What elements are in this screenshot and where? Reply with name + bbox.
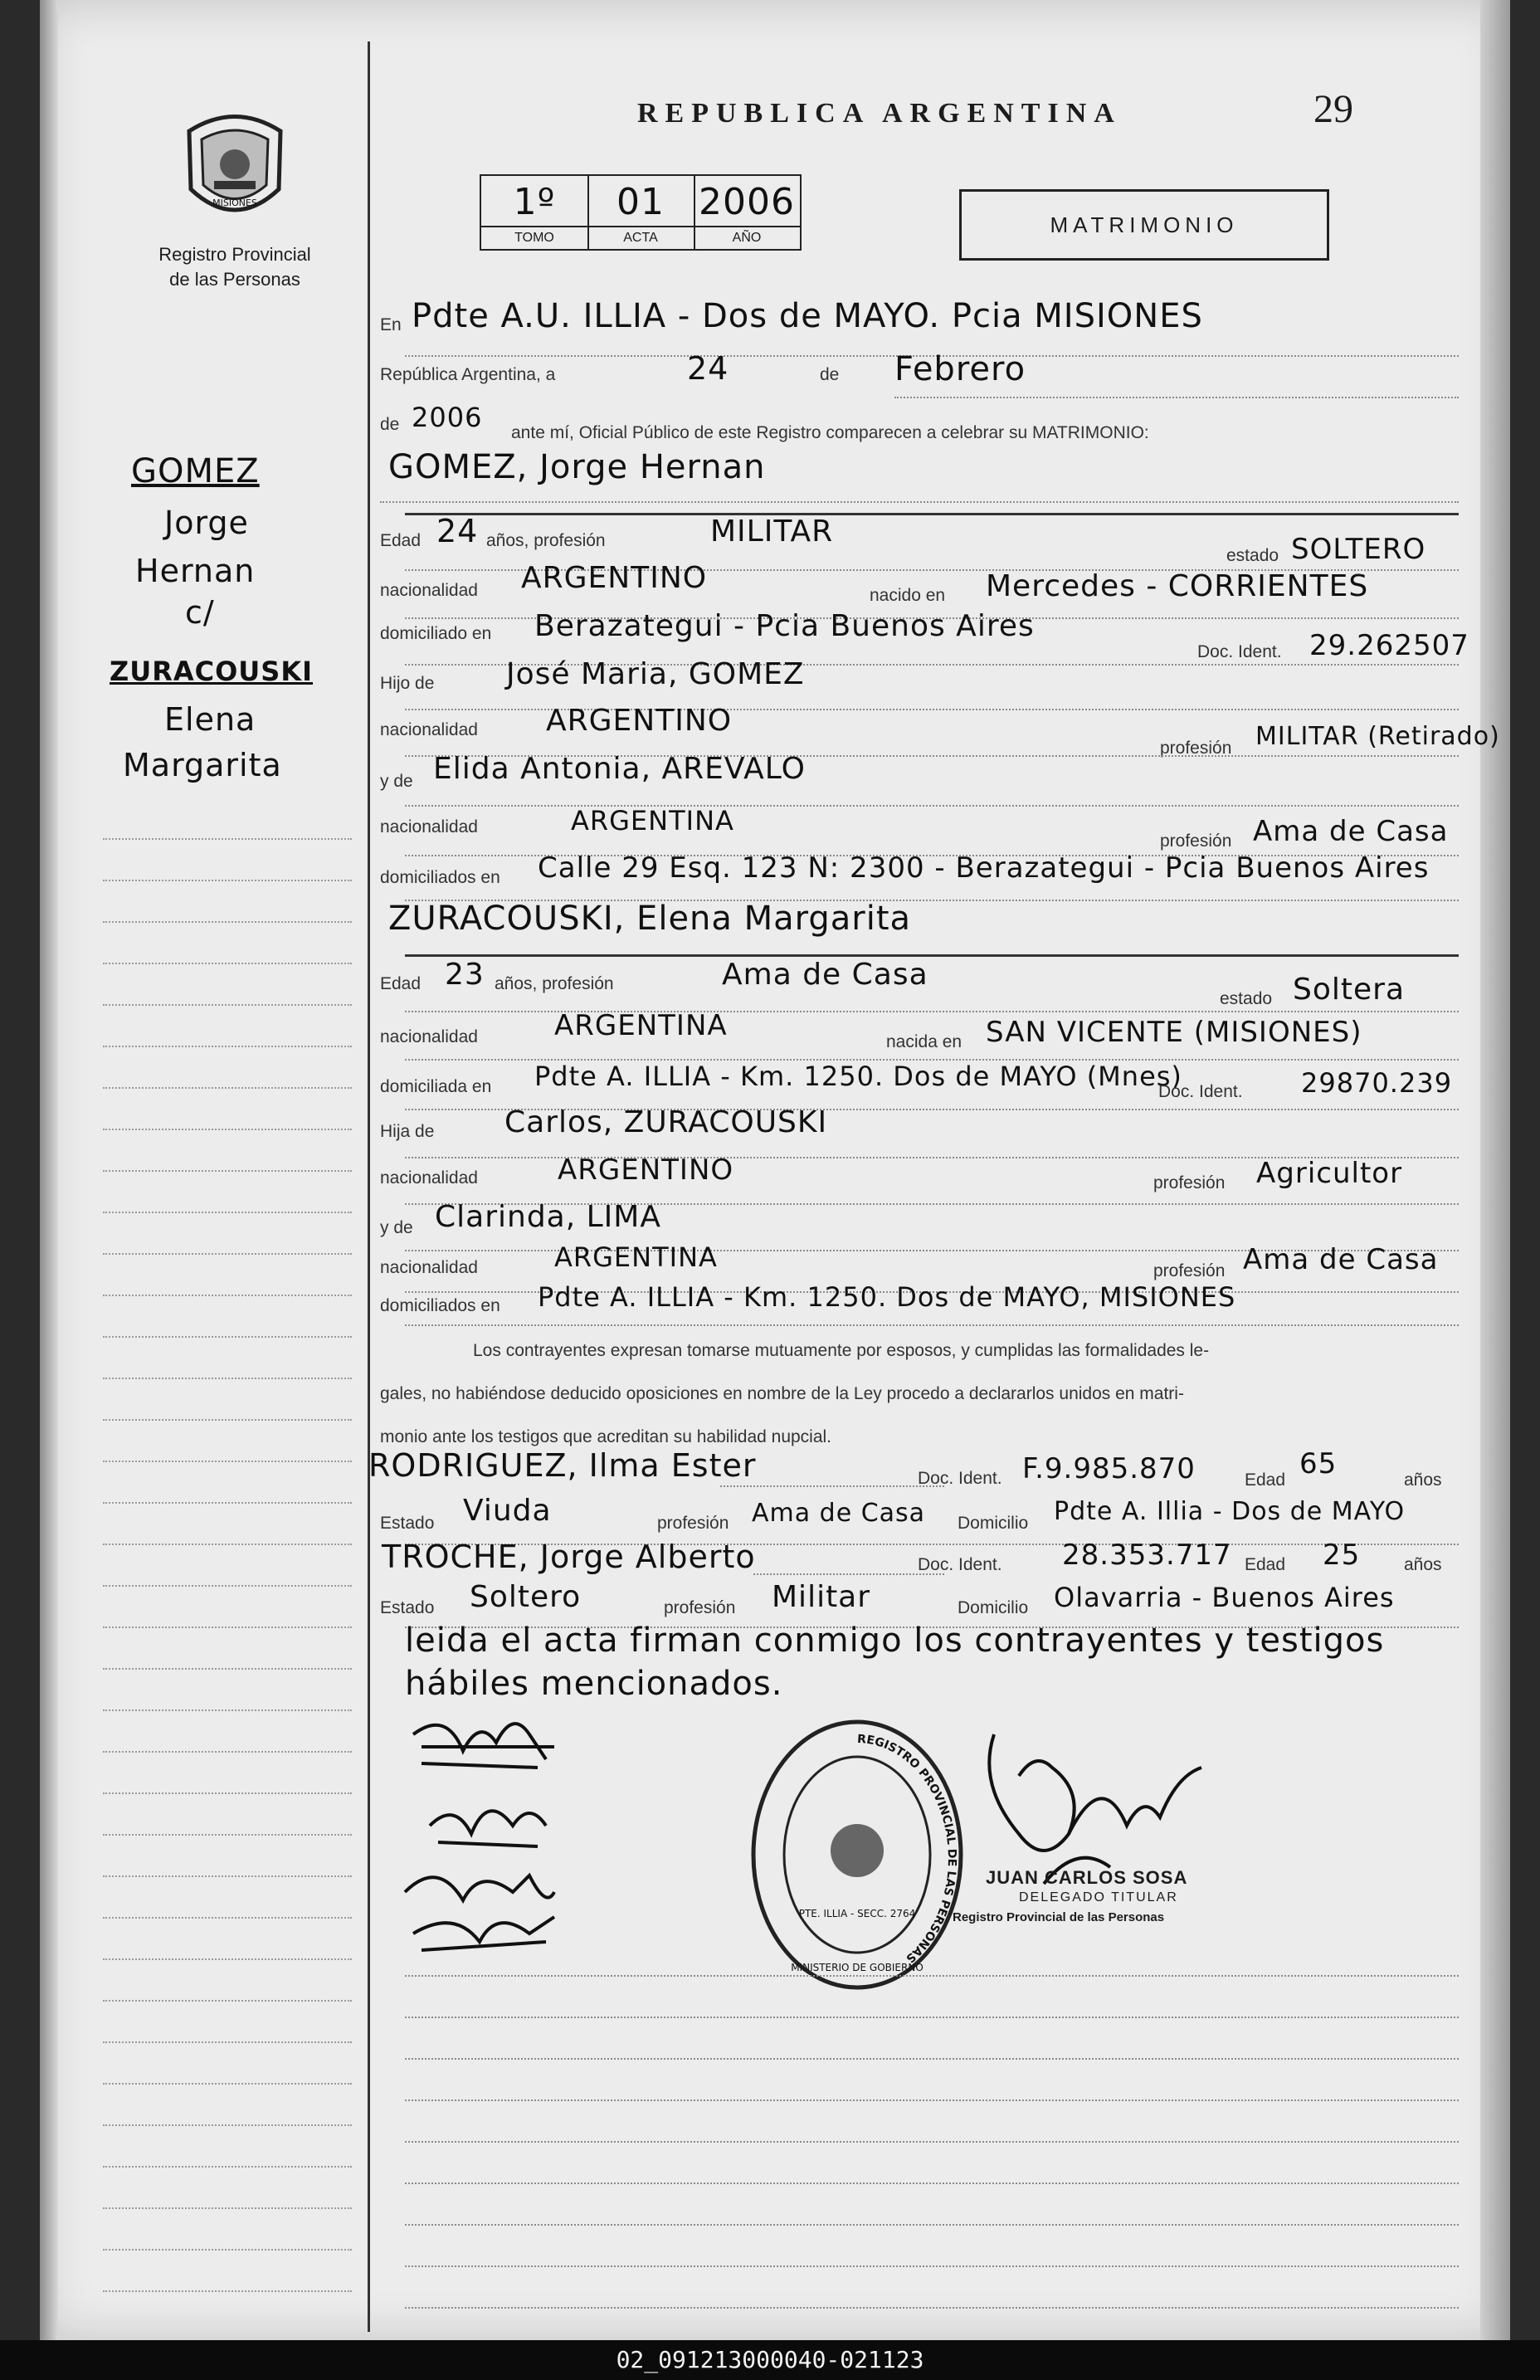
witness1-prof-label: profesión [657,1514,729,1533]
witness2-domicilio: Olavarria - Buenos Aires [1054,1582,1395,1613]
groom-mother-nac-label: nacionalidad [380,817,478,836]
bride-father-prof: Agricultor [1256,1157,1403,1190]
margin-ruled-line [103,1170,352,1172]
official-title: DELEGADO TITULAR [1019,1890,1178,1904]
month-line [894,397,1459,398]
groom-father: José Maria, GOMEZ [506,657,805,691]
en-label: En [380,315,402,334]
bride-nacida-label: nacida en [886,1032,962,1051]
place-value: Pdte A.U. ILLIA - Dos de MAYO. Pcia MISIONES [412,297,1203,335]
groom-profesion: MILITAR [710,515,834,549]
margin-ruled-line [103,1129,352,1130]
de-label: de [820,365,840,384]
body-ruled-line [405,2224,1459,2226]
bride-nac-label: nacionalidad [380,1027,478,1046]
groom-nacido-label: nacido en [870,586,946,605]
groom-section-rule [405,513,1459,515]
bride-father-nac: ARGENTINO [558,1153,734,1187]
groom-estado: SOLTERO [1291,533,1426,566]
closing-line-2: hábiles mencionados. [405,1665,783,1703]
margin-ruled-line [103,1668,352,1670]
groom-nacionalidad: ARGENTINO [521,561,708,595]
bride-anios-prof-label: años, profesión [495,974,614,993]
act-reference-box [480,174,802,251]
margin-ruled-line [103,2207,352,2209]
groom-parents-dom: Calle 29 Esq. 123 N: 2300 - Berazategui - Pcia Buenos Aires [538,851,1430,885]
svg-text:PTE. ILLIA - SECC. 2764: PTE. ILLIA - SECC. 2764 [798,1908,916,1919]
margin-ruled-line [103,921,352,923]
groom-name-line [380,501,1459,503]
anio-cell [694,176,800,249]
margin-ruled-line [103,1253,352,1255]
month-value: Febrero [894,350,1026,388]
margin-ruled-line [103,1461,352,1462]
witness2-edad-label: Edad [1245,1555,1286,1574]
witness1-estado-label: Estado [380,1514,435,1533]
declaration-line-3: monio ante los testigos que acreditan su habilidad nupcial. [380,1427,832,1446]
groom-nac-label: nacionalidad [380,581,478,600]
groom-doc: 29.262507 [1309,629,1469,662]
ante-text: ante mí, Oficial Público de este Registro comparecen a celebrar su MATRIMONIO: [511,423,1149,442]
margin-ruled-line [103,1087,352,1089]
bride-mother-prof: Ama de Casa [1243,1243,1439,1276]
margin-ruled-line [103,2290,352,2292]
margin-ruled-line [103,1585,352,1587]
margin-ruled-line [103,1046,352,1047]
bride-profesion: Ama de Casa [722,958,928,992]
bride-mother-label: y de [380,1218,413,1237]
witness1-anios-label: años [1404,1470,1442,1490]
anio-label: AÑO [694,226,800,249]
body-ruled-line [405,2141,1459,2143]
closing-line-1: leida el acta firman conmigo los contrayentes y testigos [405,1622,1385,1660]
country-title: REPUBLICA ARGENTINA [637,98,1122,129]
groom-father-nac-label: nacionalidad [380,720,478,739]
margin-ruled-line [103,1378,352,1379]
bride-father-nac-label: nacionalidad [380,1168,478,1188]
tomo-value: 1º [513,181,556,223]
declaration-line-1: Los contrayentes expresan tomarse mutuamente por esposos, y cumplidas las formalidades le- [473,1341,1210,1360]
de2-label: de [380,415,400,434]
margin-name-2: Hernan [135,553,256,589]
margin-ruled-line [103,2124,352,2126]
declaration-line-2: gales, no habiéndose deducido oposiciones en nombre de la Ley procedo a declararlos unidos en matri- [380,1384,1184,1403]
document-page [40,0,1510,2340]
margin-ruled-line [103,1004,352,1006]
witness2-profesion: Militar [772,1580,871,1614]
groom-row6-line [405,805,1459,807]
margin-name-4: Margarita [123,747,282,783]
margin-ruled-line [103,1875,352,1877]
party-signatures [388,1701,604,1975]
svg-text:REGISTRO PROVINCIAL DE LAS PER: REGISTRO PROVINCIAL DE LAS PERSONAS [856,1732,959,1966]
bride-hija-label: Hija de [380,1122,435,1141]
margin-ruled-line [103,1751,352,1753]
bride-mother: Clarinda, LIMA [435,1200,661,1234]
groom-father-prof: MILITAR (Retirado) [1255,722,1500,751]
body-ruled-line [405,2307,1459,2309]
registry-line-2: de las Personas [169,269,300,290]
act-type-box: MATRIMONIO [959,189,1329,261]
acta-cell [587,176,695,249]
witness1-estado: Viuda [463,1494,552,1528]
witness1-name-line [720,1485,944,1487]
anio-value: 2006 [699,181,795,223]
bride-edad: 23 [445,958,485,992]
groom-doc-label: Doc. Ident. [1197,642,1282,661]
bride-doc: 29870.239 [1301,1067,1453,1099]
margin-ruled-line [103,1295,352,1296]
bride-estado: Soltera [1293,973,1406,1007]
body-ruled-line [405,2017,1459,2018]
registry-line-1: Registro Provincial [158,244,311,265]
body-ruled-line [405,2058,1459,2060]
bride-mother-nac-label: nacionalidad [380,1258,478,1277]
margin-ruled-line [103,1212,352,1213]
margin-surname-bride: ZURACOUSKI [110,656,314,687]
provincial-seal-icon [173,106,297,231]
margin-surname-groom: GOMEZ [131,452,260,490]
bride-mother-nac: ARGENTINA [554,1241,718,1273]
body-ruled-line [405,2182,1459,2184]
page-number: 29 [1313,87,1353,131]
margin-ruled-line [103,2041,352,2043]
bride-full-name: ZURACOUSKI, Elena Margarita [388,900,912,938]
groom-edad: 24 [436,513,479,549]
witness2-prof-label: profesión [664,1598,736,1617]
margin-name-3: Elena [164,701,256,738]
witness2-name-line [753,1573,944,1575]
groom-dom-label: domiciliado en [380,624,492,643]
margin-ruled-line [103,1834,352,1836]
body-ruled-line [405,2100,1459,2101]
groom-father-prof-label: profesión [1160,739,1232,758]
margin-ruled-line [103,2083,352,2085]
groom-mother-nac: ARGENTINA [571,805,734,836]
groom-edad-label: Edad [380,531,422,550]
margin-ruled-line [103,1502,352,1504]
margin-ruled-line [103,880,352,881]
witness2-name: TROCHE, Jorge Alberto [382,1539,756,1575]
groom-nacido-en: Mercedes - CORRIENTES [986,569,1369,603]
groom-domicilio: Berazategui - Pcia Buenos Aires [534,609,1035,643]
bride-domicilio: Pdte A. ILLIA - Km. 1250. Dos de MAYO (Mnes) [534,1061,1182,1092]
margin-ruled-line [103,2249,352,2251]
witness2-estado-label: Estado [380,1598,435,1617]
body-ruled-line [405,1975,1459,1977]
margin-conjunction: c/ [185,594,215,631]
witness1-doc: F.9.985.870 [1022,1452,1196,1485]
svg-text:MINISTERIO DE GOBIERNO: MINISTERIO DE GOBIERNO [791,1962,924,1973]
witness1-edad-label: Edad [1245,1470,1286,1490]
groom-father-nac: ARGENTINO [546,704,733,738]
witness2-dom-label: Domicilio [958,1598,1029,1617]
groom-mother-prof: Ama de Casa [1253,815,1449,848]
margin-ruled-line [103,1792,352,1794]
groom-mother-label: y de [380,772,413,791]
bride-row8-line [405,1324,1459,1326]
witness2-doc-label: Doc. Ident. [918,1555,1002,1574]
witness1-name: RODRIGUEZ, Ilma Ester [368,1447,757,1484]
acta-label: ACTA [587,226,694,249]
registry-name [131,242,339,292]
margin-divider [368,41,370,2332]
republica-label: República Argentina, a [380,365,556,384]
bride-father-prof-label: profesión [1153,1173,1226,1192]
witness1-edad: 65 [1299,1447,1338,1480]
scan-identifier: 02_091213000040-021123 [0,2340,1540,2380]
groom-mother-prof-label: profesión [1160,832,1232,851]
margin-ruled-line [103,1709,352,1711]
bride-estado-label: estado [1220,989,1273,1008]
groom-parents-dom-label: domiciliados en [380,868,500,887]
page-edge [1480,0,1510,2340]
svg-text:MISIONES: MISIONES [212,198,257,208]
bride-nacida-en: SAN VICENTE (MISIONES) [986,1016,1362,1049]
margin-ruled-line [103,1626,352,1628]
witness1-dom-label: Domicilio [958,1514,1029,1533]
witness1-profesion: Ama de Casa [752,1499,926,1528]
bride-dom-label: domiciliada en [380,1077,492,1096]
margin-ruled-line [103,1336,352,1338]
day-value: 24 [687,350,729,387]
acta-value: 01 [616,181,665,223]
margin-name-1: Jorge [164,505,249,541]
binding-spine [40,0,58,2340]
bride-mother-prof-label: profesión [1153,1261,1226,1280]
groom-full-name: GOMEZ, Jorge Hernan [388,448,766,486]
bride-doc-label: Doc. Ident. [1158,1082,1243,1101]
body-ruled-line [405,2265,1459,2267]
tomo-label: TOMO [481,226,587,249]
official-office: Registro Provincial de las Personas [953,1910,1165,1924]
margin-ruled-line [103,1958,352,1960]
margin-ruled-line [103,2166,352,2168]
tomo-cell [481,176,589,249]
margin-ruled-line [103,1419,352,1421]
groom-estado-label: estado [1226,546,1279,565]
witness2-edad: 25 [1323,1539,1361,1572]
bride-father: Carlos, ZURACOUSKI [504,1105,828,1139]
margin-ruled-line [103,2000,352,2002]
witness2-anios-label: años [1404,1555,1442,1574]
bride-section-rule [405,954,1459,957]
margin-ruled-line [103,1544,352,1545]
groom-hijo-label: Hijo de [380,674,435,693]
groom-mother: Elida Antonia, AREVALO [433,752,806,786]
official-stamp-icon [745,1709,969,2000]
bride-nacionalidad: ARGENTINA [554,1009,728,1042]
margin-ruled-line [103,1917,352,1919]
margin-ruled-line [103,963,352,964]
witness1-domicilio: Pdte A. Illia - Dos de MAYO [1054,1497,1406,1526]
bride-parents-dom: Pdte A. ILLIA - Km. 1250. Dos de MAYO, MISIONES [538,1281,1236,1313]
official-name: JUAN CARLOS SOSA [986,1867,1188,1888]
witness2-doc: 28.353.717 [1062,1539,1232,1572]
year-value: 2006 [412,402,483,433]
witness2-estado: Soltero [470,1580,582,1614]
margin-ruled-line [103,838,352,840]
groom-anios-prof-label: años, profesión [486,531,606,550]
witness1-doc-label: Doc. Ident. [918,1469,1002,1488]
bride-parents-dom-label: domiciliados en [380,1296,500,1315]
bride-edad-label: Edad [380,974,422,993]
